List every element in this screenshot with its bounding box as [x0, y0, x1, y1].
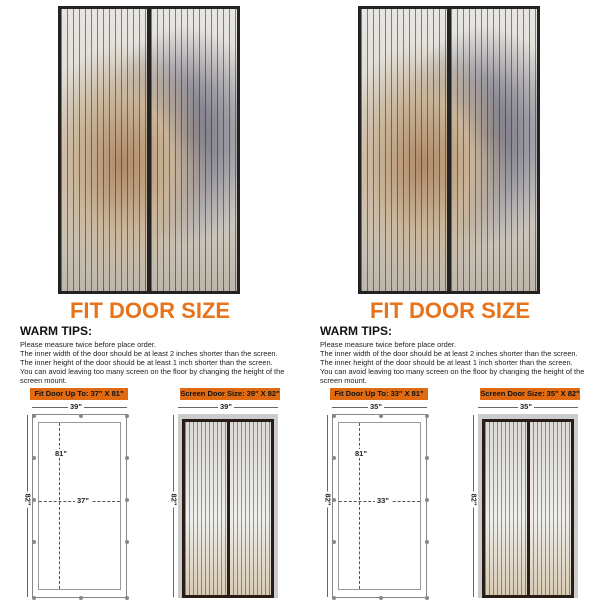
screen-height-label: 82" [469, 493, 479, 506]
magnet-seam [227, 422, 230, 595]
grommet [379, 414, 383, 418]
door-frame-diagram [332, 414, 427, 598]
tip-line: The inner height of the door should be at least 1 inch shorter than the screen. [320, 358, 573, 367]
door-frame-diagram [32, 414, 127, 598]
grommet [332, 596, 336, 600]
inner-door-outline [38, 422, 121, 590]
warm-tips-heading: WARM TIPS: [320, 324, 392, 338]
outer-height-label: 82" [23, 493, 33, 506]
door-photo [358, 6, 540, 294]
warm-tips-text [320, 340, 592, 385]
tip-line: Please measure twice before place order. [320, 340, 456, 349]
grommet [425, 596, 429, 600]
inner-height-label: 81" [55, 449, 67, 458]
grommet [32, 596, 36, 600]
grommet [125, 596, 129, 600]
grommet [32, 456, 36, 460]
magnet-seam [527, 422, 530, 595]
inner-door-outline [338, 422, 421, 590]
tip-line: You can avoid leaving too many screen on the floor by changing the height of the screen mount. [20, 367, 285, 385]
fit-door-badge: Fit Door Up To: 33" X 81" [330, 388, 428, 400]
grommet [32, 414, 36, 418]
screen-width-label: 35" [520, 402, 532, 411]
fit-door-size-title: FIT DOOR SIZE [69, 298, 231, 323]
grommet [125, 414, 129, 418]
grommet [125, 540, 129, 544]
outer-width-label: 39" [70, 402, 82, 411]
warm-tips-heading: WARM TIPS: [20, 324, 92, 338]
warm-tips-text [20, 340, 292, 385]
grommet [332, 540, 336, 544]
inner-width-label: 33" [377, 496, 389, 505]
size-panel [300, 0, 600, 600]
grommet [425, 498, 429, 502]
door-photo [58, 6, 240, 294]
grommet [32, 540, 36, 544]
screen-height-label: 82" [169, 493, 179, 506]
grommet [425, 414, 429, 418]
grommet [379, 596, 383, 600]
screen-door-photo [478, 414, 578, 598]
tip-line: The inner width of the door should be at least 2 inches shorter than the screen. [20, 349, 278, 358]
grommet [79, 414, 83, 418]
inner-height-arrow [59, 423, 60, 589]
inner-height-arrow [359, 423, 360, 589]
grommet [332, 498, 336, 502]
tip-line: Please measure twice before place order. [20, 340, 156, 349]
inner-height-label: 81" [355, 449, 367, 458]
screen-size-badge: Screen Door Size: 35" X 82" [480, 389, 580, 398]
screen-size-badge: Screen Door Size: 39" X 82" [180, 389, 280, 398]
grommet [125, 498, 129, 502]
tip-line: The inner width of the door should be at least 2 inches shorter than the screen. [320, 349, 578, 358]
fit-door-badge: Fit Door Up To: 37" X 81" [30, 388, 128, 400]
grommet [32, 498, 36, 502]
inner-width-label: 37" [77, 496, 89, 505]
magnet-seam [147, 9, 151, 291]
grommet [425, 540, 429, 544]
grommet [79, 596, 83, 600]
grommet [125, 456, 129, 460]
screen-width-label: 39" [220, 402, 232, 411]
screen-door-photo [178, 414, 278, 598]
grommet [332, 414, 336, 418]
tip-line: You can avoid leaving too many screen on the floor by changing the height of the screen mount. [320, 367, 585, 385]
outer-height-label: 82" [323, 493, 333, 506]
fit-door-size-title: FIT DOOR SIZE [369, 298, 531, 323]
magnet-seam [447, 9, 451, 291]
grommet [332, 456, 336, 460]
outer-width-label: 35" [370, 402, 382, 411]
tip-line: The inner height of the door should be at least 1 inch shorter than the screen. [20, 358, 273, 367]
grommet [425, 456, 429, 460]
